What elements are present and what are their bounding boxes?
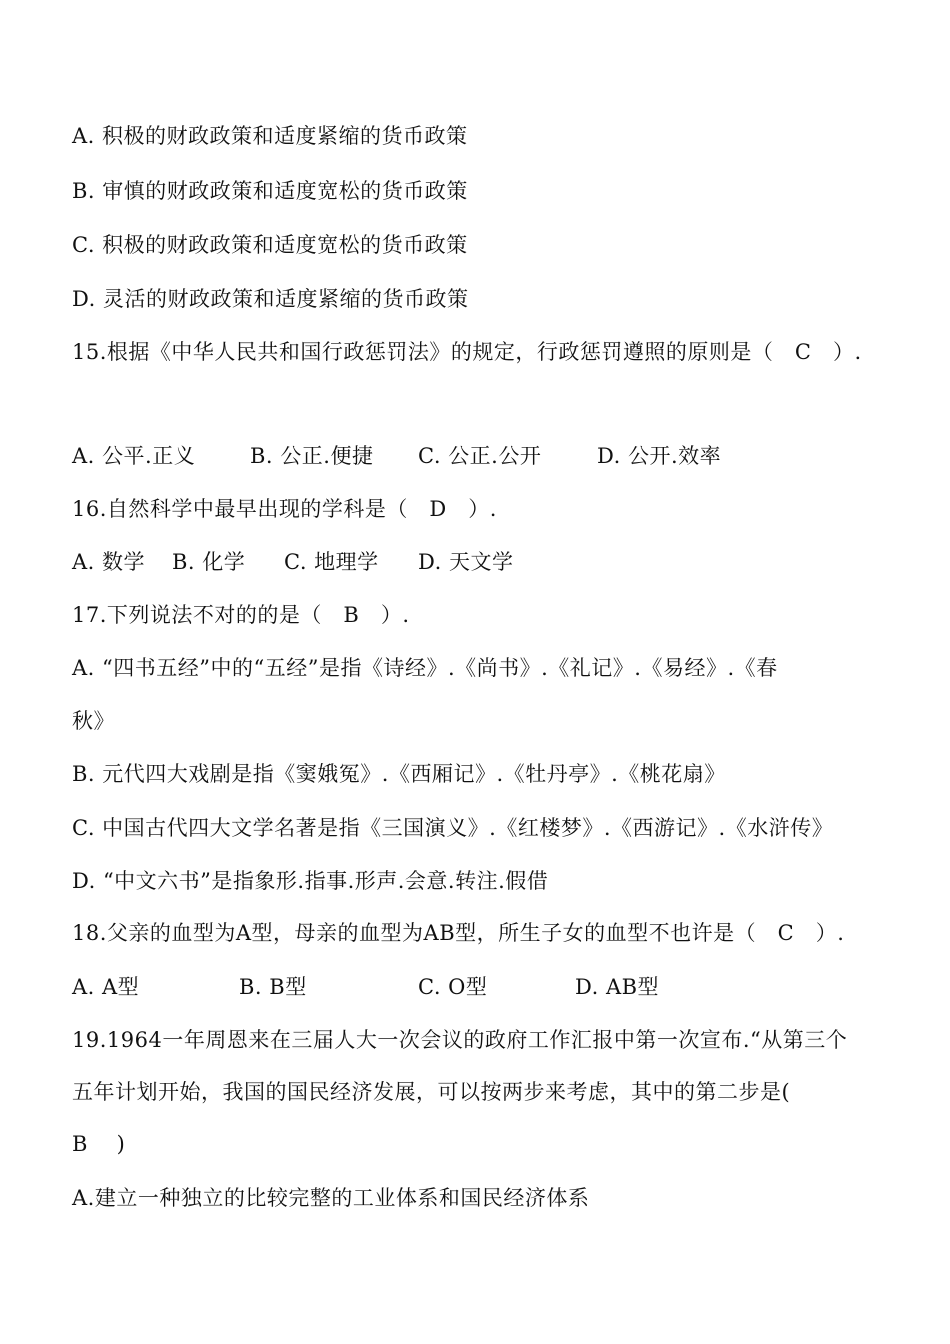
option-line-continued: 秋》 — [72, 709, 115, 733]
option-line: C. 积极的财政政策和适度宽松的货币政策 — [72, 233, 468, 257]
option-b: B. 化学 — [172, 550, 246, 574]
option-b: B. 公正.便捷 — [250, 444, 374, 468]
option-b: B. B型 — [239, 975, 307, 999]
question-15: 15.根据《中华人民共和国行政惩罚法》的规定，行政惩罚遵照的原则是（ C ）. — [72, 340, 862, 364]
option-d: D. 公开.效率 — [597, 444, 722, 468]
question-19: 19.1964一年周恩来在三届人大一次会议的政府工作汇报中第一次宣布.“从第三个 — [72, 1028, 848, 1052]
question-18-options — [72, 973, 892, 1001]
option-c: C. O型 — [418, 975, 488, 999]
question-19-continued: 五年计划开始，我国的国民经济发展，可以按两步来考虑，其中的第二步是( — [72, 1080, 791, 1104]
question-17: 17.下列说法不对的的是（ B ）. — [72, 603, 410, 627]
question-15-options — [72, 442, 892, 470]
option-line: D. 灵活的财政政策和适度紧缩的货币政策 — [72, 287, 469, 311]
option-line: A. “四书五经”中的“五经”是指《诗经》.《尚书》.《礼记》.《易经》.《春 — [72, 656, 778, 680]
option-line: A.建立一种独立的比较完整的工业体系和国民经济体系 — [72, 1186, 590, 1210]
option-a: A. A型 — [72, 975, 140, 999]
option-line: D. “中文六书”是指象形.指事.形声.会意.转注.假借 — [72, 869, 549, 893]
option-a: A. 数学 — [72, 550, 146, 574]
question-16: 16.自然科学中最早出现的学科是（ D ）. — [72, 497, 497, 521]
option-line: B. 元代四大戏剧是指《窦娥冤》.《西厢记》.《牡丹亭》.《桃花扇》 — [72, 762, 726, 786]
option-c: C. 地理学 — [284, 550, 379, 574]
option-c: C. 公正.公开 — [418, 444, 542, 468]
question-19-answer: B ) — [72, 1132, 126, 1156]
option-line: A. 积极的财政政策和适度紧缩的货币政策 — [72, 124, 468, 148]
question-18: 18.父亲的血型为A型，母亲的血型为AB型，所生子女的血型不也许是（ C ）. — [72, 921, 845, 945]
question-16-options — [72, 548, 892, 576]
option-line: C. 中国古代四大文学名著是指《三国演义》.《红楼梦》.《西游记》.《水浒传》 — [72, 816, 834, 840]
option-line: B. 审慎的财政政策和适度宽松的货币政策 — [72, 179, 468, 203]
option-a: A. 公平.正义 — [72, 444, 196, 468]
option-d: D. AB型 — [575, 975, 660, 999]
option-d: D. 天文学 — [418, 550, 514, 574]
